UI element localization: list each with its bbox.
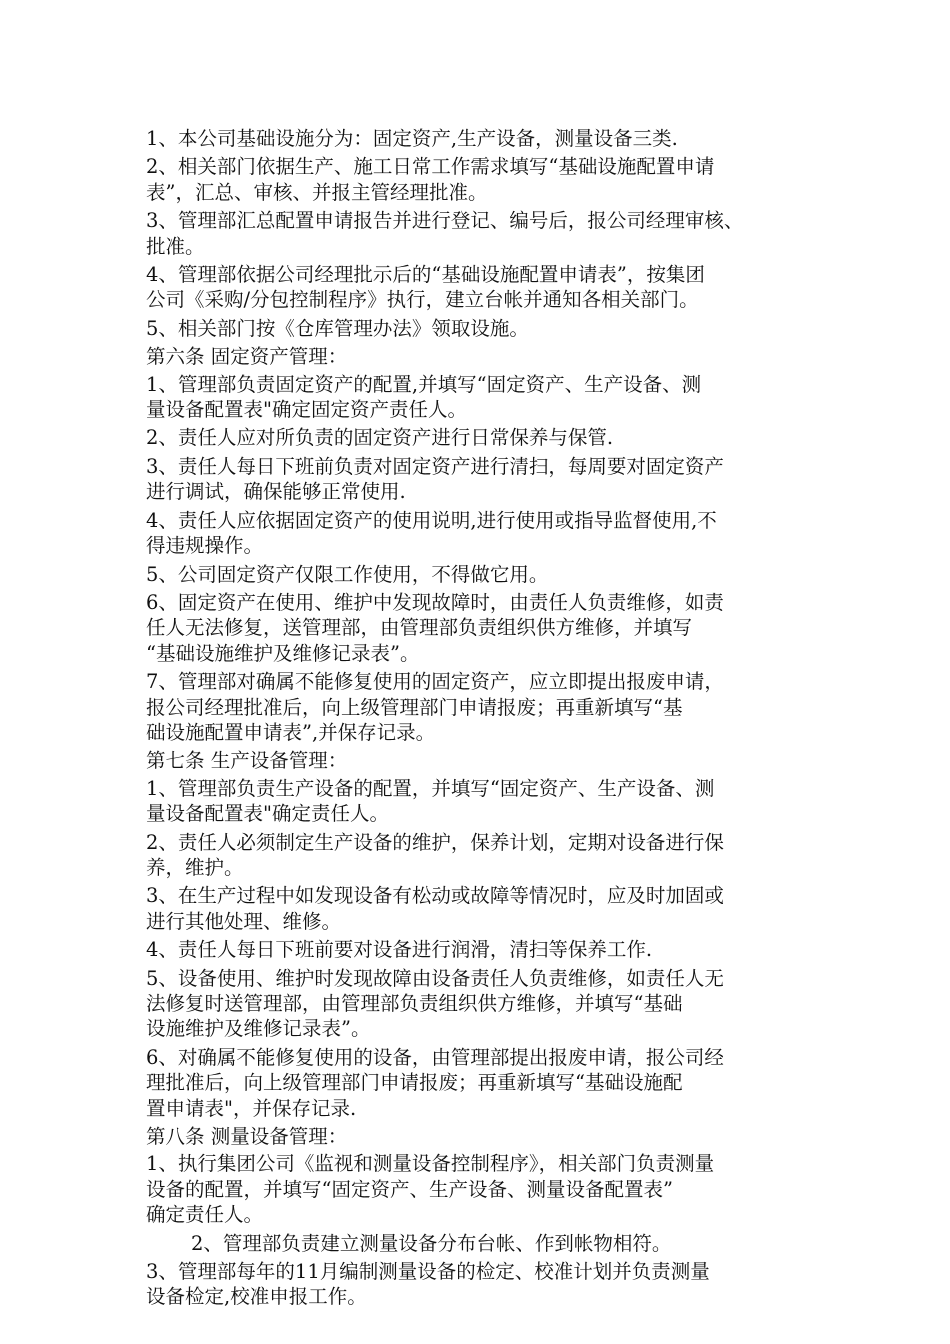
document-body: [146, 126, 836, 1313]
text-line: 确定责任人。: [146, 1203, 264, 1227]
list-item: [146, 883, 836, 934]
list-item: [146, 937, 836, 962]
list-item: [146, 776, 836, 827]
list-item: [146, 669, 836, 745]
text-line: 5、相关部门按《仓库管理办法》领取设施。: [146, 316, 529, 340]
text-line: 公司《采购/分包控制程序》执行，建立台帐并通知各相关部门。: [146, 288, 699, 312]
text-line: 6、对确属不能修复使用的设备，由管理部提出报废申请，报公司经: [146, 1045, 724, 1069]
text-line: 报公司经理批准后，向上级管理部门申请报废；再重新填写“基: [146, 695, 683, 719]
text-line: 2、责任人必须制定生产设备的维护，保养计划，定期对设备进行保: [146, 830, 724, 854]
text-line: 1、本公司基础设施分为：固定资产,生产设备，测量设备三类.: [146, 127, 678, 150]
text-line: 2、相关部门依据生产、施工日常工作需求填写“基础设施配置申请: [146, 155, 715, 179]
list-item: [146, 508, 836, 559]
text-line: 进行其他处理、维修。: [146, 909, 342, 933]
list-item: [146, 316, 836, 341]
text-line: 设施维护及维修记录表”。: [146, 1017, 371, 1041]
section-heading: [146, 1124, 836, 1149]
list-item: [146, 1231, 836, 1256]
text-line: 理批准后，向上级管理部门申请报废；再重新填写“基础设施配: [146, 1071, 683, 1095]
list-item: [146, 154, 836, 205]
text-line: 设备的配置，并填写“固定资产、生产设备、测量设备配置表”: [146, 1177, 673, 1201]
list-item: [146, 590, 836, 666]
list-item: [146, 126, 836, 151]
text-line: 5、公司固定资产仅限工作使用，不得做它用。: [146, 562, 549, 586]
text-line: 第六条 固定资产管理：: [146, 345, 348, 369]
list-item: [146, 454, 836, 505]
list-item: [146, 1045, 836, 1121]
list-item: [146, 208, 836, 259]
text-line: 任人无法修复，送管理部，由管理部负责组织供方维修，并填写: [146, 616, 693, 640]
text-line: 4、责任人应依据固定资产的使用说明,进行使用或指导监督使用,不: [146, 508, 717, 532]
text-line: 设备检定,校准申报工作。: [146, 1285, 367, 1309]
text-line: 置申请表"，并保存记录.: [146, 1096, 357, 1120]
list-item: [146, 562, 836, 587]
list-item: [146, 966, 836, 1042]
text-line: 养，维护。: [146, 855, 244, 879]
text-line: 2、责任人应对所负责的固定资产进行日常保养与保管.: [146, 426, 614, 450]
text-line: 2、管理部负责建立测量设备分布台帐、作到帐物相符。: [191, 1231, 672, 1255]
text-line: 批准。: [146, 234, 205, 258]
text-line: 表”，汇总、审核、并报主管经理批准。: [146, 180, 488, 204]
text-line: 进行调试，确保能够正常使用.: [146, 480, 406, 504]
list-item: [146, 1259, 836, 1310]
text-line: 4、管理部依据公司经理批示后的“基础设施配置申请表”，按集团: [146, 263, 705, 287]
list-item: [146, 425, 836, 450]
text-line: 6、固定资产在使用、维护中发现故障时，由责任人负责维修，如责: [146, 590, 724, 614]
text-line: 法修复时送管理部，由管理部负责组织供方维修，并填写“基础: [146, 992, 683, 1015]
text-line: 第七条 生产设备管理：: [146, 749, 348, 773]
text-line: 3、责任人每日下班前负责对固定资产进行清扫，每周要对固定资产: [146, 454, 724, 478]
list-item: [146, 1151, 836, 1227]
list-item: [146, 830, 836, 881]
text-line: 3、在生产过程中如发现设备有松动或故障等情况时，应及时加固或: [146, 884, 724, 908]
text-line: 1、管理部负责固定资产的配置,并填写“固定资产、生产设备、测: [146, 372, 702, 396]
list-item: [146, 262, 836, 313]
text-line: “基础设施维护及维修记录表”。: [146, 641, 420, 665]
section-heading: [146, 748, 836, 773]
text-line: 4、责任人每日下班前要对设备进行润滑，清扫等保养工作.: [146, 938, 653, 962]
text-line: 1、管理部负责生产设备的配置，并填写“固定资产、生产设备、测: [146, 776, 715, 800]
text-line: 础设施配置申请表”,并保存记录。: [146, 720, 436, 744]
section-heading: [146, 344, 836, 369]
text-line: 量设备配置表"确定责任人。: [146, 802, 389, 826]
text-line: 5、设备使用、维护时发现故障由设备责任人负责维修，如责任人无: [146, 966, 724, 990]
text-line: 第八条 测量设备管理：: [146, 1125, 348, 1149]
text-line: 量设备配置表"确定固定资产责任人。: [146, 398, 467, 422]
text-line: 得违规操作。: [146, 534, 264, 558]
text-line: 3、管理部汇总配置申请报告并进行登记、编号后，报公司经理审核、: [146, 209, 744, 233]
text-line: 7、管理部对确属不能修复使用的固定资产，应立即提出报废申请，: [146, 670, 724, 694]
text-line: 3、管理部每年的11月编制测量设备的检定、校准计划并负责测量: [146, 1260, 710, 1284]
text-line: 1、执行集团公司《监视和测量设备控制程序》，相关部门负责测量: [146, 1152, 715, 1176]
list-item: [146, 372, 836, 423]
